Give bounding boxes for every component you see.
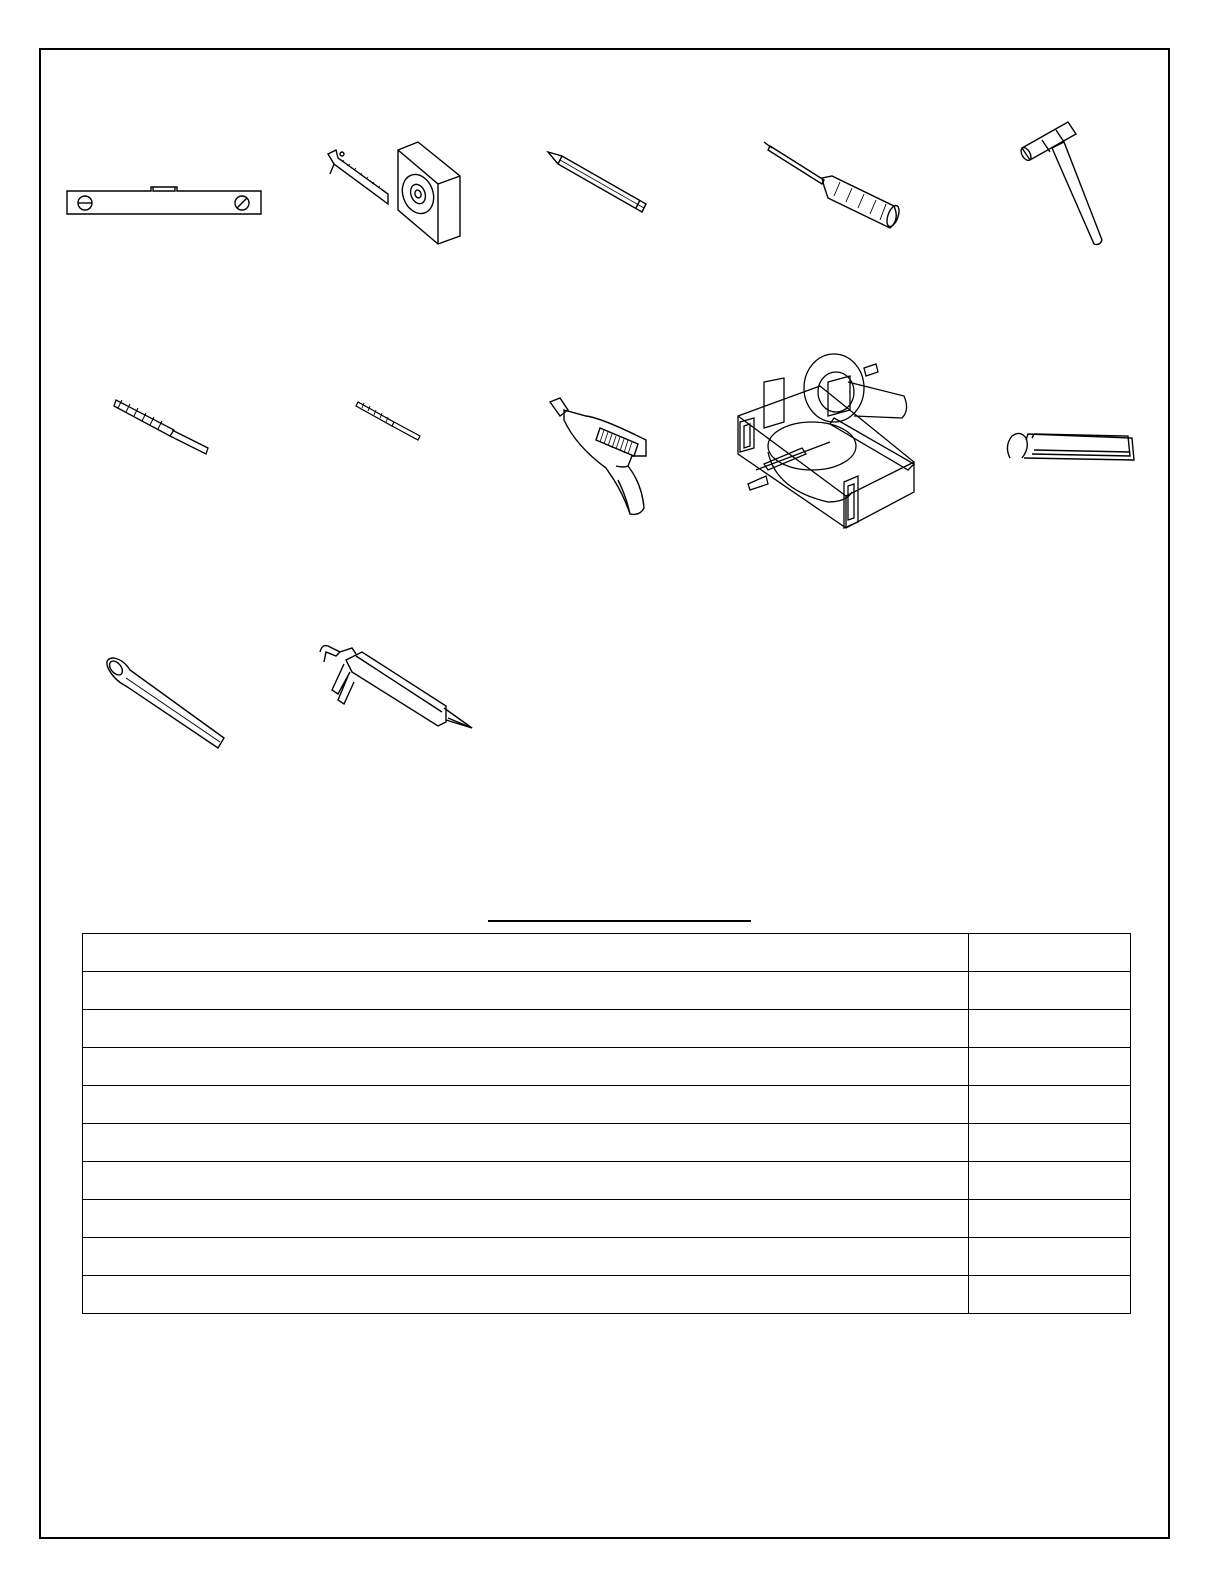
- table-cell-description: [83, 1200, 969, 1238]
- spirit-level-icon: [66, 186, 262, 216]
- miter-saw-icon: [736, 352, 920, 530]
- table-row: [83, 1124, 1131, 1162]
- table-row: [83, 1200, 1131, 1238]
- table-cell-qty: [969, 1010, 1131, 1048]
- table-cell-description: [83, 1276, 969, 1314]
- rubber-mallet-icon: [1020, 118, 1106, 248]
- table-cell-description: [83, 1010, 969, 1048]
- table-row: [83, 1048, 1131, 1086]
- page-border: [39, 48, 1170, 1539]
- table-cell-qty: [969, 1276, 1131, 1314]
- table-cell-qty: [969, 972, 1131, 1010]
- caulking-gun-icon: [316, 642, 476, 734]
- table-row: [83, 934, 1131, 972]
- table-cell-description: [83, 1086, 969, 1124]
- table-row: [83, 1086, 1131, 1124]
- table-cell-description: [83, 1238, 969, 1276]
- table-cell-qty: [969, 1086, 1131, 1124]
- parts-table-title-rule: [488, 920, 751, 922]
- table-cell-qty: [969, 1048, 1131, 1086]
- table-row: [83, 1238, 1131, 1276]
- awl-icon: [762, 140, 902, 232]
- table-cell-qty: [969, 1238, 1131, 1276]
- table-row: [83, 972, 1131, 1010]
- table-cell-description: [83, 972, 969, 1010]
- table-cell-qty: [969, 1200, 1131, 1238]
- table-row: [83, 1276, 1131, 1314]
- table-cell-qty: [969, 1162, 1131, 1200]
- pencil-icon: [546, 150, 652, 214]
- hole-saw-bit-icon: [104, 656, 228, 750]
- table-cell-description: [83, 1162, 969, 1200]
- table-cell-qty: [969, 1124, 1131, 1162]
- drill-bit-large-icon: [114, 396, 210, 456]
- table-cell-description: [83, 934, 969, 972]
- parts-table: [82, 933, 1131, 1314]
- hacksaw-icon: [1004, 426, 1138, 464]
- drill-bit-small-icon: [356, 400, 422, 442]
- power-drill-icon: [546, 396, 656, 518]
- table-row: [83, 1010, 1131, 1048]
- table-cell-description: [83, 1124, 969, 1162]
- table-cell-qty: [969, 934, 1131, 972]
- tape-measure-icon: [326, 140, 462, 246]
- table-row: [83, 1162, 1131, 1200]
- table-cell-description: [83, 1048, 969, 1086]
